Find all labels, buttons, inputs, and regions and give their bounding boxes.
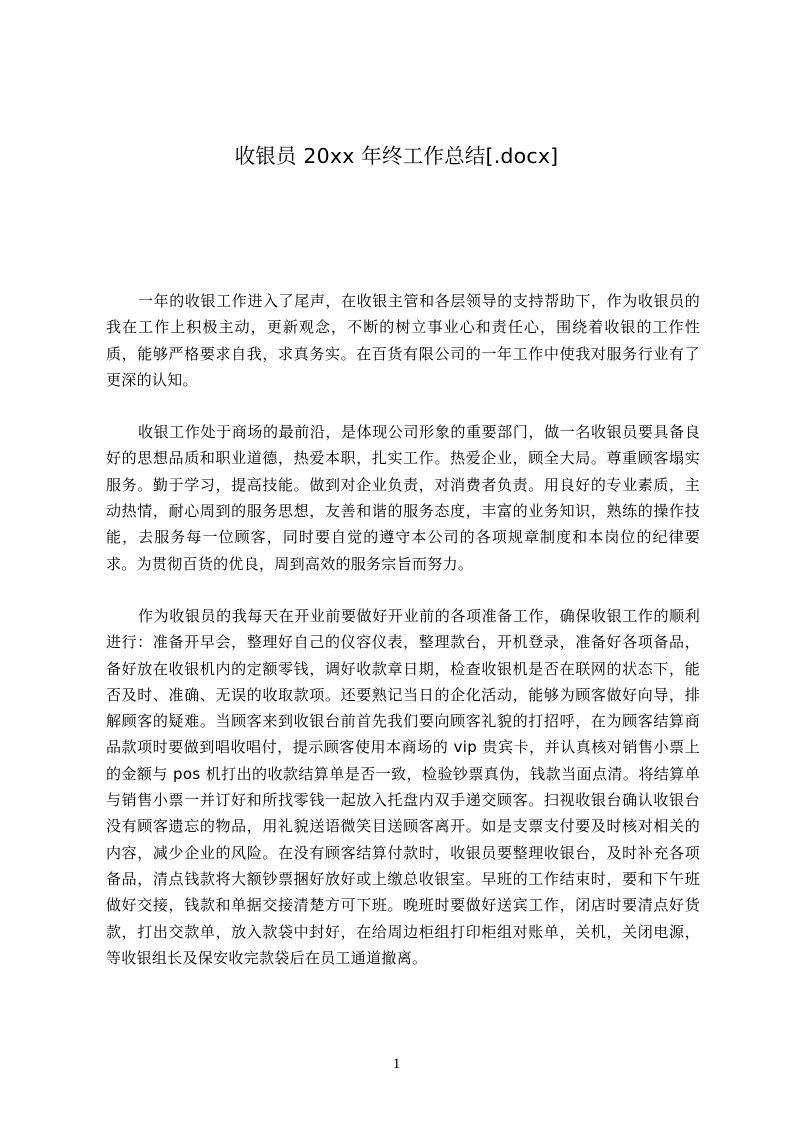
document-body xyxy=(106,288,700,997)
paragraph: 一年的收银工作进入了尾声，在收银主管和各层领导的支持帮助下，作为收银员的我在工作上积极主动，更新观念，不断的树立事业心和责任心，围绕着收银的工作性质，能够严格要求自我，求真务实。在百货有限公司的一年工作中使我对服务行业有了更深的认知。 xyxy=(106,292,700,389)
paragraph: 收银工作处于商场的最前沿，是体现公司形象的重要部门，做一名收银员要具备良好的思想品质和职业道德，热爱本职，扎实工作。热爱企业，顾全大局。尊重顾客塌实服务。勤于学习，提高技能。做到对企业负责，对消费者负责。用良好的专业素质，主动热情，耐心周到的服务思想，友善和谐的服务态度，丰富的业务知识，熟练的操作技能，去服务每一位顾客，同时要自觉的遵守本公司的各项规章制度和本岗位的纪律要求。为贯彻百货的优良，周到高效的服务宗旨而努力。 xyxy=(106,423,700,573)
paragraph: 作为收银员的我每天在开业前要做好开业前的各项准备工作，确保收银工作的顺利进行：准备开早会，整理好自己的仪容仪表，整理款台，开机登录，准备好各项备品，备好放在收银机内的定额零钱，调好收款章日期，检查收银机是否在联网的状态下，能否及时、准确、无误的收取款项。还要熟记当日的企化活动，能够为顾客做好向导，排解顾客的疑难。当顾客来到收银台前首先我们要向顾客礼貌的打招呼，在为顾客结算商品款项时要做到唱收唱付，提示顾客使用本商场的 vip 贵宾卡，并认真核对销售小票上的金额与 pos 机打出的收款结算单是否一致，检验钞票真伪，钱款当面点清。将结算单与销售小票一并订好和所找零钱一起放入托盘内双手递交顾客。扫视收银台确认收银台没有顾客遗忘的物品，用礼貌送语微笑目送顾客离开。如是支票支付要及时核对相关的内容，减少企业的风险。在没有顾客结算付款时，收银员要整理收银台，及时补充各项备品，清点钱款将大额钞票捆好放好或上缴总收银室。早班的工作结束时，要和下午班做好交接，钱款和单据交接清楚方可下班。晚班时要做好送宾工作，闭店时要清点好货款，打出交款单，放入款袋中封好，在给周边柜组打印柜组对账单，关机，关闭电源，等收银组长及保安收完款袋后在员工通道撤离。 xyxy=(106,606,700,967)
page-number: 1 xyxy=(392,1056,401,1072)
document-title: 收银员 20xx 年终工作总结[.docx] xyxy=(234,144,559,168)
